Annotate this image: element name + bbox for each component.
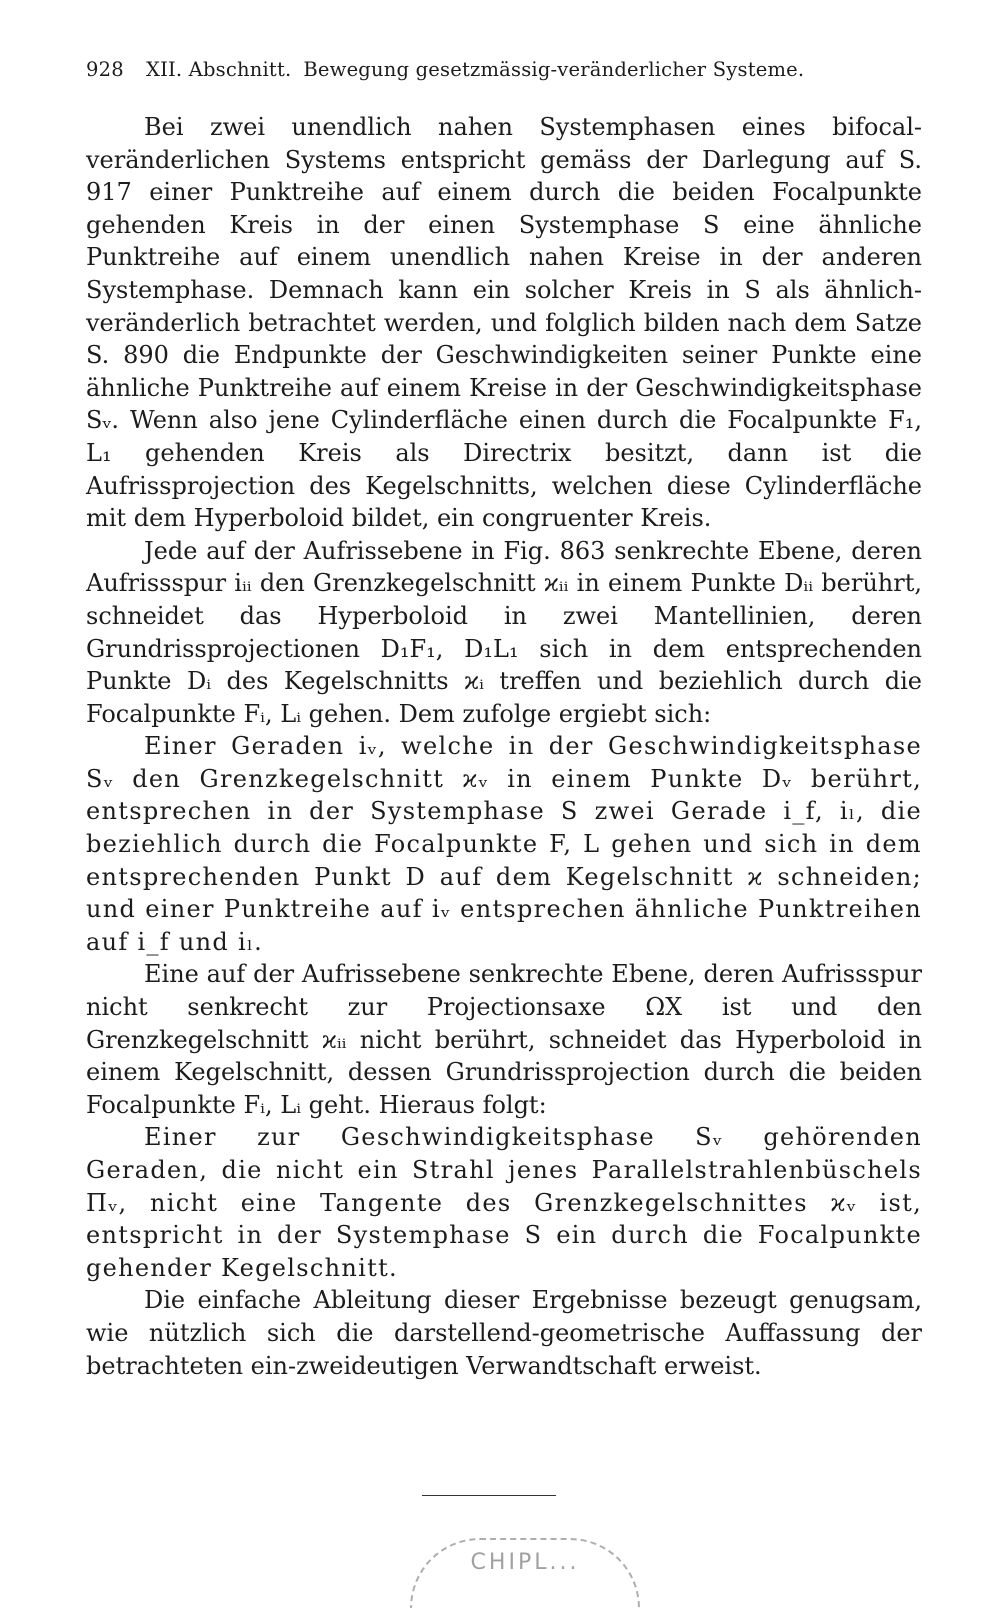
body-text bbox=[86, 111, 922, 1382]
running-header bbox=[86, 58, 922, 81]
theorem-paragraph: Einer zur Geschwindigkeitsphase Sᵥ gehörenden Geraden, die nicht ein Strahl jenes Parallelstrahlenbüschels Πᵥ, nicht eine Tangente des Grenzkegelschnittes ϰᵥ ist, entspricht in der Systemphase S ein durch die Focalpunkte gehender Kegelschnitt. bbox=[86, 1123, 922, 1282]
paragraph: Jede auf der Aufrissebene in Fig. 863 senkrechte Ebene, deren Aufrissspur iᵢᵢ den Grenzkegelschnitt ϰᵢᵢ in einem Punkte Dᵢᵢ berührt, schneidet das Hyperboloid in zwei Mantellinien, deren Grundrissprojectionen D₁F₁, D₁L₁ sich in dem entsprechenden Punkte Dᵢ des Kegelschnitts ϰᵢ treffen und beziehlich durch die Focalpunkte Fᵢ, Lᵢ gehen. Dem zufolge ergiebt sich: bbox=[86, 536, 922, 728]
paragraph: Eine auf der Aufrissebene senkrechte Ebene, deren Aufrissspur nicht senkrecht zur Projectionsaxe ΩX ist und den Grenzkegelschnitt ϰᵢᵢ nicht berührt, schneidet das Hyperboloid in einem Kegelschnitt, dessen Grundrissprojection durch die beiden Focalpunkte Fᵢ, Lᵢ geht. Hieraus folgt: bbox=[86, 960, 922, 1119]
paragraph: Bei zwei unendlich nahen Systemphasen eines bifocal-veränderlichen Systems entspricht gemäss der Darlegung auf S. 917 einer Punktreihe auf einem durch die beiden Focalpunkte gehenden Kreis in der einen Systemphase S eine ähnliche Punktreihe auf einem unendlich nahen Kreise in der anderen Systemphase. Demnach kann ein solcher Kreis in S als ähnlich-veränderlich betrachtet werden, und folglich bilden nach dem Satze S. 890 die Endpunkte der Geschwindigkeiten seiner Punkte eine ähnliche Punktreihe auf einem Kreise in der Geschwindigkeitsphase Sᵥ. Wenn also jene Cylinderfläche einen durch die Focalpunkte F₁, L₁ gehenden Kreis als Directrix besitzt, dann ist die Aufrissprojection des Kegelschnitts, welchen diese Cylinderfläche mit dem Hyperboloid bildet, ein congruenter Kreis. bbox=[86, 113, 922, 533]
page bbox=[86, 58, 922, 1382]
library-stamp: CHIPL... bbox=[410, 1538, 640, 1608]
paragraph: Die einfache Ableitung dieser Ergebnisse bezeugt genugsam, wie nützlich sich die darstellend-geometrische Auffassung der betrachteten ein-zweideutigen Verwandtschaft erweist. bbox=[86, 1286, 922, 1380]
page-number: 928 bbox=[86, 58, 124, 81]
end-rule bbox=[422, 1495, 556, 1496]
running-title: Bewegung gesetzmässig-veränderlicher Systeme. bbox=[303, 58, 805, 81]
section-label: XII. Abschnitt. bbox=[146, 58, 292, 81]
theorem-paragraph: Einer Geraden iᵥ, welche in der Geschwindigkeitsphase Sᵥ den Grenzkegelschnitt ϰᵥ in einem Punkte Dᵥ berührt, entsprechen in der Systemphase S zwei Gerade i_f, iₗ, die beziehlich durch die Focalpunkte F, L gehen und sich in dem entsprechenden Punkt D auf dem Kegelschnitt ϰ schneiden; und einer Punktreihe auf iᵥ entsprechen ähnliche Punktreihen auf i_f und iₗ. bbox=[86, 732, 922, 956]
